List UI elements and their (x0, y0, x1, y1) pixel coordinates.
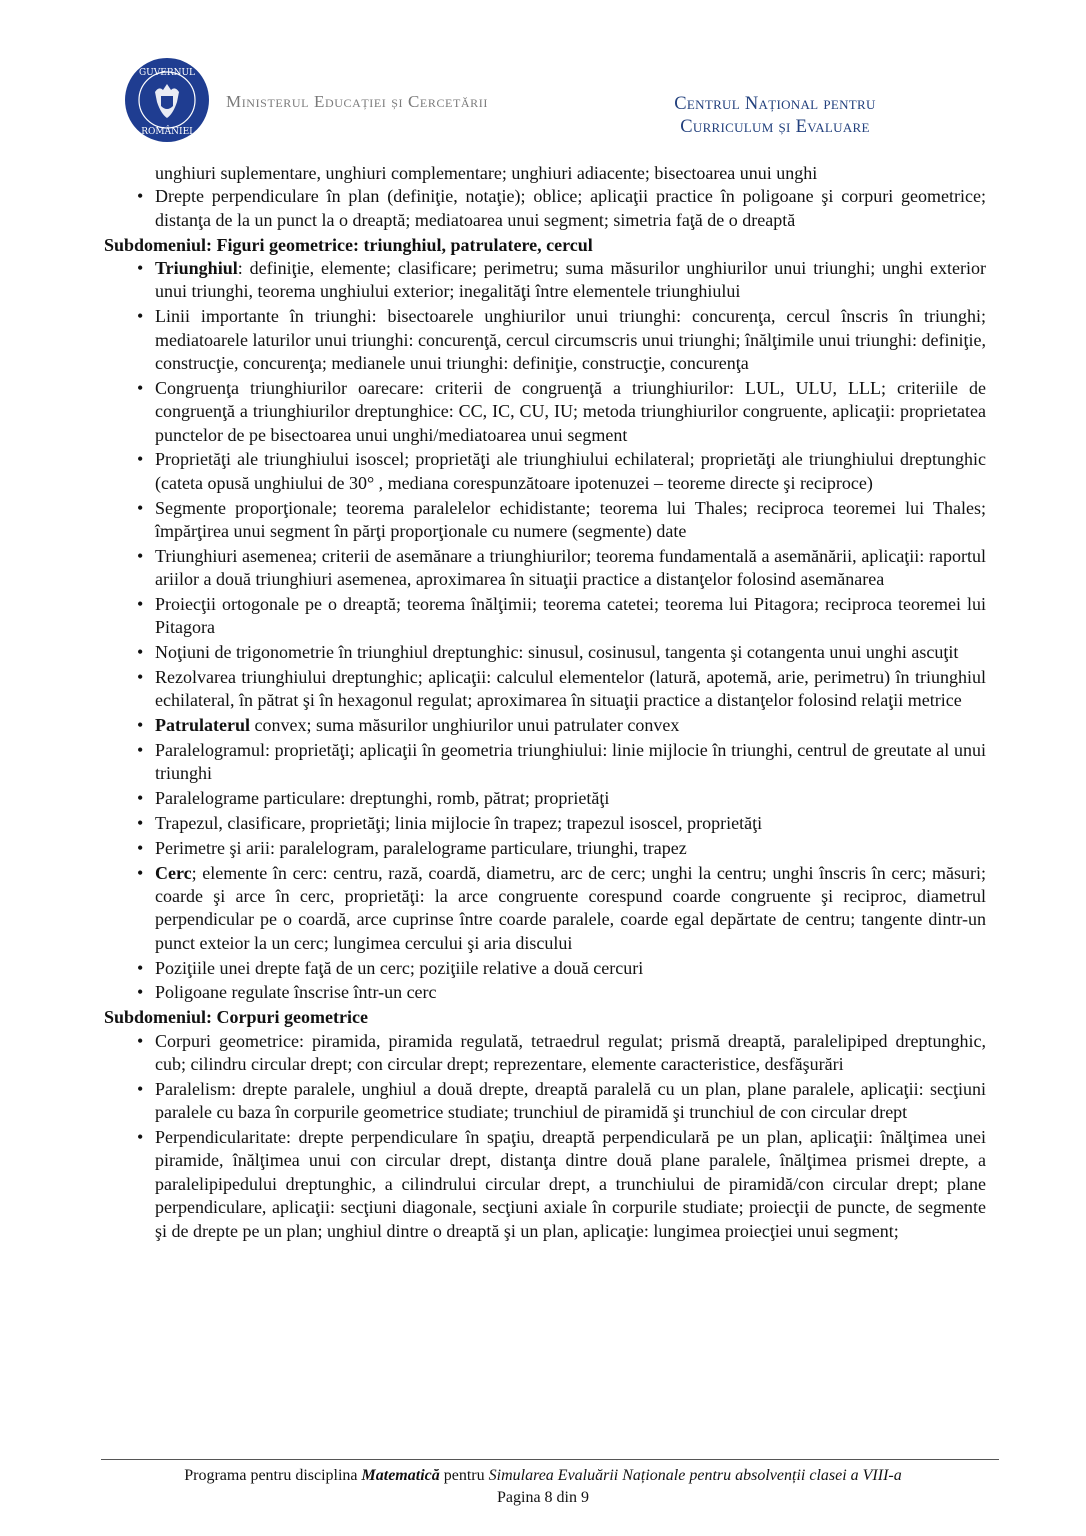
bullet-icon: • (137, 594, 144, 615)
footer-middle: pentru (439, 1467, 489, 1484)
bullet-icon: • (137, 449, 144, 470)
item-bold-term: Triunghiul (155, 258, 238, 279)
list-item (104, 497, 986, 544)
item-text: Rezolvarea triunghiului dreptunghic; aplicaţii: calculul elementelor (latură, apotemă, arie, perimetru) în triunghiul echilateral, în pătrat şi în hexagonul regulat; aproximarea în situaţii practice a distanţelor folosind relaţii metrice (155, 667, 986, 711)
list-item (104, 957, 986, 980)
item-bold-term: Cerc (155, 862, 192, 883)
item-text: ; elemente în cerc: centru, rază, coardă, diametru, arc de cerc; unghi la centru; unghi înscris în cerc; măsuri; coarde şi arce în cerc, proprietăţi: la arce congruente corespund coarde congruente şi reciproc, diametrul perpendicular pe o coardă, arce cuprinse între coarde paralele, coarde egal depărtate de centru; tangente dintr-un punct exteior la un cerc; lungimea cercului şi aria discului (155, 862, 986, 953)
item-text: Proprietăţi ale triunghiului isoscel; proprietăţi ale triunghiului echilateral; proprietăţi ale triunghiului dreptunghic (cateta opusă unghiului de 30° , mediana corespunzătoare ipotenuzei – teoreme directe şi reciproce) (155, 449, 986, 493)
footer-program-line (0, 1465, 1086, 1487)
item-text: Congruenţa triunghiurilor oarecare: criterii de congruenţă a triunghiurilor: LUL, ULU, LLL; criteriile de congruenţă a triunghiurilor dreptunghice: CC, IC, CU, IU; metoda triunghiurilor congruente, aplicaţii: proprietatea punctelor de pe bisectoarea unui unghi/mediatoarea unui segment (155, 377, 986, 445)
item-text: Proiecţii ortogonale pe o dreaptă; teorema înălţimii; teorema catetei; teorema lui Pitagora; reciproca teoremei lui Pitagora (155, 594, 986, 638)
footer-prefix: Programa pentru disciplina (184, 1467, 362, 1484)
bullet-icon: • (137, 1078, 144, 1099)
bullet-icon: • (137, 862, 144, 883)
bullet-icon: • (137, 667, 144, 688)
bullet-icon: • (137, 837, 144, 858)
section0-list (104, 185, 986, 232)
svg-text:GUVERNUL: GUVERNUL (138, 68, 196, 78)
subdomain-heading-figures: Subdomeniul: Figuri geometrice: triunghiul, patrulatere, cercul (104, 234, 593, 255)
center-name (640, 93, 910, 139)
bullet-icon: • (137, 715, 144, 736)
list-item (104, 1126, 986, 1243)
item-text: Triunghiuri asemenea; criterii de asemănare a triunghiurilor; teorema fundamentală a asemănării, aplicaţii: raportul ariilor a două triunghiuri asemenea, aproximarea în situaţii practice a distanţelor folosind asemănarea (155, 545, 986, 590)
page-number: Pagina 8 din 9 (497, 1489, 589, 1506)
item-bold-term: Patrulaterul (155, 715, 250, 736)
continued-text: unghiuri suplementare, unghiuri complementare; unghiuri adiacente; bisectoarea unui unghi (155, 163, 818, 183)
item-text: Corpuri geometrice: piramida, piramida regulată, tetraedrul regulat; prismă dreaptă, paralelipiped dreptunghic, cub; cilindru circular drept; con circular drept; reprezentare, elemente caracteristice, desfăşurări (155, 1030, 986, 1075)
item-text: Perimetre şi arii: paralelogram, paralelograme particulare, triunghi, trapez (155, 837, 687, 858)
section2-list (104, 1030, 986, 1243)
list-item (104, 377, 986, 447)
list-item (104, 545, 986, 592)
item-text: Drepte perpendiculare în plan (definiţie, notaţie); oblice; aplicaţii practice în poligoane şi corpuri geometrice; distanţa de la un punct la o dreaptă; mediatoarea unui segment; simetria faţă de o dreaptă (155, 186, 986, 230)
list-item (104, 257, 986, 304)
item-text: : definiţie, elemente; clasificare; perimetru; suma măsurilor unghiurilor unui triunghi; unghi exterior unui triunghi, teorema unghiului exterior; inegalităţi între elementele triunghiului (155, 258, 986, 302)
svg-text:ROMÂNIEI: ROMÂNIEI (141, 127, 193, 137)
bullet-icon: • (137, 957, 144, 978)
list-item (104, 1078, 986, 1125)
section1-list (104, 257, 986, 1005)
bullet-icon: • (137, 497, 144, 518)
item-text: convex; suma măsurilor unghiurilor unui patrulater convex (249, 715, 680, 736)
footer-exam: Simularea Evaluării Naționale pentru absolvenții clasei a VIII-a (488, 1467, 902, 1484)
page-footer (0, 1465, 1086, 1509)
list-item (104, 787, 986, 810)
bullet-icon: • (137, 740, 144, 761)
bullet-icon: • (137, 642, 144, 663)
government-seal-icon (125, 58, 209, 142)
footer-subject: Matematică (361, 1467, 440, 1484)
list-item (104, 862, 986, 956)
center-name-line2: Curriculum și Evaluare (680, 117, 870, 137)
item-text: Perpendicularitate: drepte perpendiculare în spaţiu, dreaptă perpendiculară pe un plan, aplicaţii: înălţimea unei piramide, înălţimea unui con circular drept, distanţa dintre două plane paralele, înălţimea prismei drepte, a paralelipipedului dreptunghic, a cilindrului circular drept, a trunchiului de piramidă/con circular drept; plane perpendiculare, aplicaţii: secţiuni diagonale, secţiuni axiale în corpurile studiate; proiecţii de puncte, de segmente şi de drepte pe un plan; unghiul dintre o dreaptă şi un plan, aplicaţie: lungimea proiecţiei unui segment; (155, 1127, 986, 1241)
bullet-icon: • (137, 377, 144, 398)
page-header (0, 0, 1086, 160)
list-item (104, 981, 986, 1004)
item-text: Paralelogramul: proprietăţi; aplicaţii în geometria triunghiului: linie mijlocie în triunghi, centrul de greutate al unui triunghi (155, 740, 986, 784)
list-item (104, 448, 986, 495)
bullet-icon: • (137, 258, 144, 279)
list-item (104, 812, 986, 835)
list-item (104, 837, 986, 860)
footer-divider (101, 1459, 999, 1460)
document-body (104, 162, 986, 1244)
item-text: Poligoane regulate înscrise într-un cerc (155, 982, 437, 1003)
item-text: Segmente proporţionale; teorema paralelelor echidistante; teorema lui Thales; reciproca teoremei lui Thales; împărţirea unui segment în părţi proporţionale cu numere (segmente) date (155, 497, 986, 542)
list-item (104, 1030, 986, 1077)
list-item (104, 739, 986, 786)
bullet-icon: • (137, 186, 144, 207)
bullet-icon: • (137, 788, 144, 809)
subdomain-heading-solids: Subdomeniul: Corpuri geometrice (104, 1007, 368, 1028)
list-item (104, 593, 986, 640)
item-text: Noţiuni de trigonometrie în triunghiul dreptunghic: sinusul, cosinusul, tangenta şi cotangenta unui unghi ascuţit (155, 642, 959, 663)
list-item (104, 641, 986, 664)
item-text: Trapezul, clasificare, proprietăţi; linia mijlocie în trapez; trapezul isoscel, proprietăţi (155, 813, 763, 834)
list-item (104, 305, 986, 375)
item-text: Poziţiile unei drepte faţă de un cerc; poziţiile relative a două cercuri (155, 957, 644, 978)
list-item (104, 185, 986, 232)
bullet-icon: • (137, 982, 144, 1003)
bullet-icon: • (137, 1127, 144, 1148)
bullet-icon: • (137, 306, 144, 327)
center-name-line1: Centrul Național pentru (674, 94, 876, 114)
bullet-icon: • (137, 813, 144, 834)
item-text: Linii importante în triunghi: bisectoarele unghiurilor unui triunghi: concurenţa, cercul înscris în triunghi; mediatoarele laturilor unui triunghi: concurenţă, cercul circumscris unui triunghi; înălţimile unui triunghi: definiţie, construcţie, concurenţa; medianele unui triunghi: definiţie, construcţie, concurenţa (155, 306, 986, 374)
item-text: Paralelism: drepte paralele, unghiul a două drepte, dreaptă paralelă cu un plan, plane paralele, aplicaţii: secţiuni paralele cu baza în corpurile geometrice studiate; trunchiul de piramidă şi trunchiul de con circular drept (155, 1078, 986, 1123)
item-text: Paralelograme particulare: dreptunghi, romb, pătrat; proprietăţi (155, 788, 610, 809)
list-item (104, 666, 986, 713)
bullet-icon: • (137, 1030, 144, 1051)
bullet-icon: • (137, 545, 144, 566)
list-item (104, 714, 986, 737)
ministry-name: Ministerul Educației și Cercetării (226, 92, 488, 111)
